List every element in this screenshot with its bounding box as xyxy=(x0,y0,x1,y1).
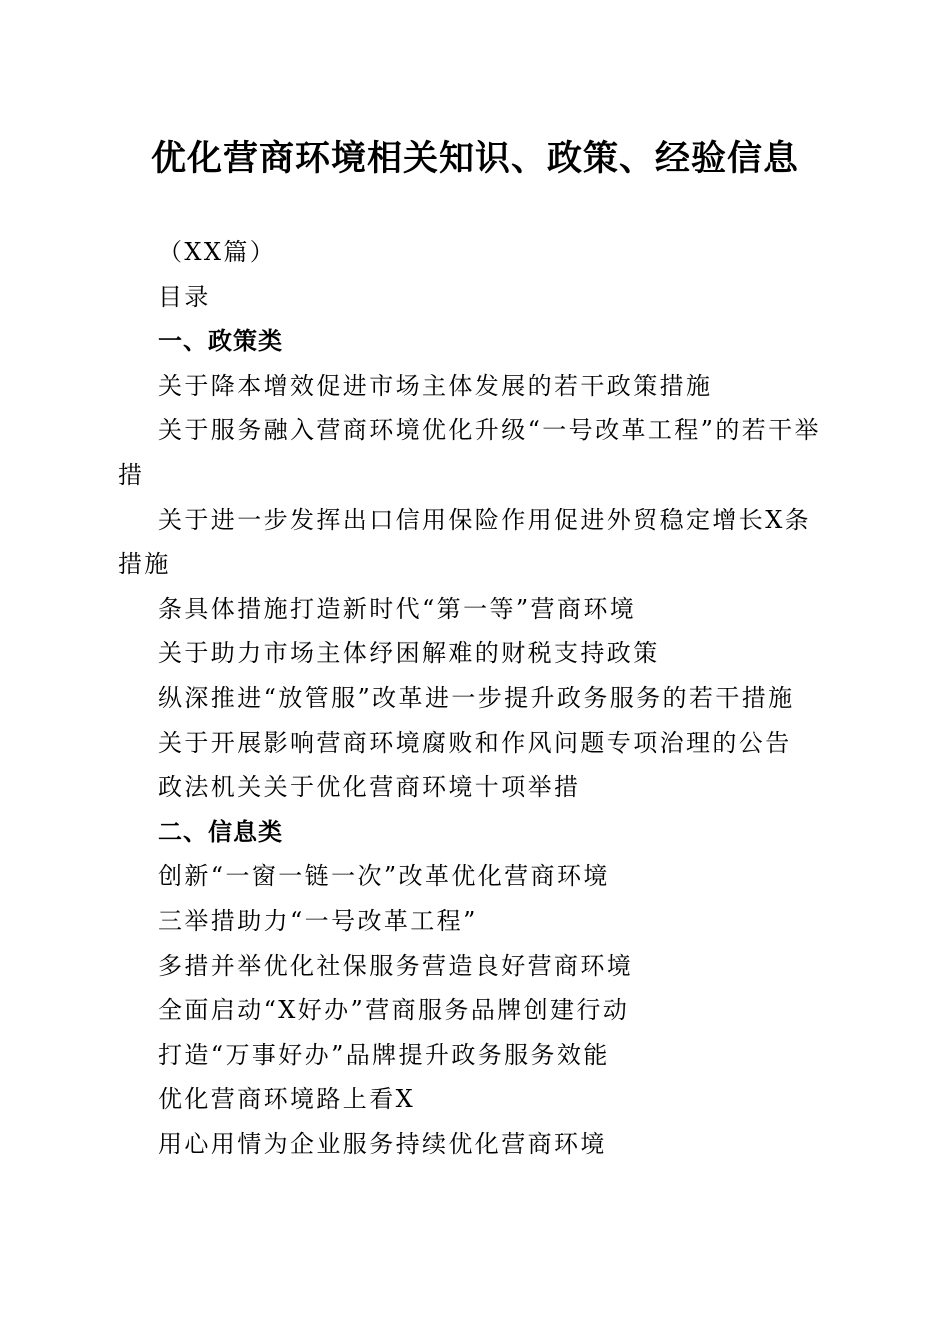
toc-item: 用心用情为企业服务持续优化营商环境 xyxy=(158,1129,607,1158)
document-body xyxy=(118,230,830,1166)
toc-item: 打造“万事好办”品牌提升政务服务效能 xyxy=(158,1040,610,1069)
toc-label: 目录 xyxy=(158,282,211,311)
toc-item: 全面启动“X好办”营商服务品牌创建行动 xyxy=(158,996,630,1025)
toc-item: 关于进一步发挥出口信用保险作用促进外贸稳定增长X条措施 xyxy=(118,505,812,579)
section-heading-policy: 一、政策类 xyxy=(158,327,283,356)
toc-item: 关于降本增效促进市场主体发展的若干政策措施 xyxy=(158,371,713,400)
toc-item: 多措并举优化社保服务营造良好营商环境 xyxy=(158,951,634,980)
toc-item: 条具体措施打造新时代“第一等”营商环境 xyxy=(158,594,637,623)
toc-item: 政法机关关于优化营商环境十项举措 xyxy=(158,773,581,802)
toc-item: 关于助力市场主体纾困解难的财税支持政策 xyxy=(158,639,660,668)
section-heading-info: 二、信息类 xyxy=(158,817,283,846)
document-title: 优化营商环境相关知识、政策、经验信息 xyxy=(150,138,799,179)
toc-item: 创新“一窗一链一次”改革优化营商环境 xyxy=(158,862,610,891)
toc-item: 关于服务融入营商环境优化升级“一号改革工程”的若干举措 xyxy=(118,416,821,489)
toc-item: 纵深推进“放管服”改革进一步提升政务服务的若干措施 xyxy=(158,683,795,712)
toc-item: 优化营商环境路上看X xyxy=(158,1085,416,1114)
document-subtitle: （XX篇） xyxy=(158,238,277,266)
toc-item: 三举措助力“一号改革工程” xyxy=(158,906,478,935)
toc-item: 关于开展影响营商环境腐败和作风问题专项治理的公告 xyxy=(158,728,792,757)
